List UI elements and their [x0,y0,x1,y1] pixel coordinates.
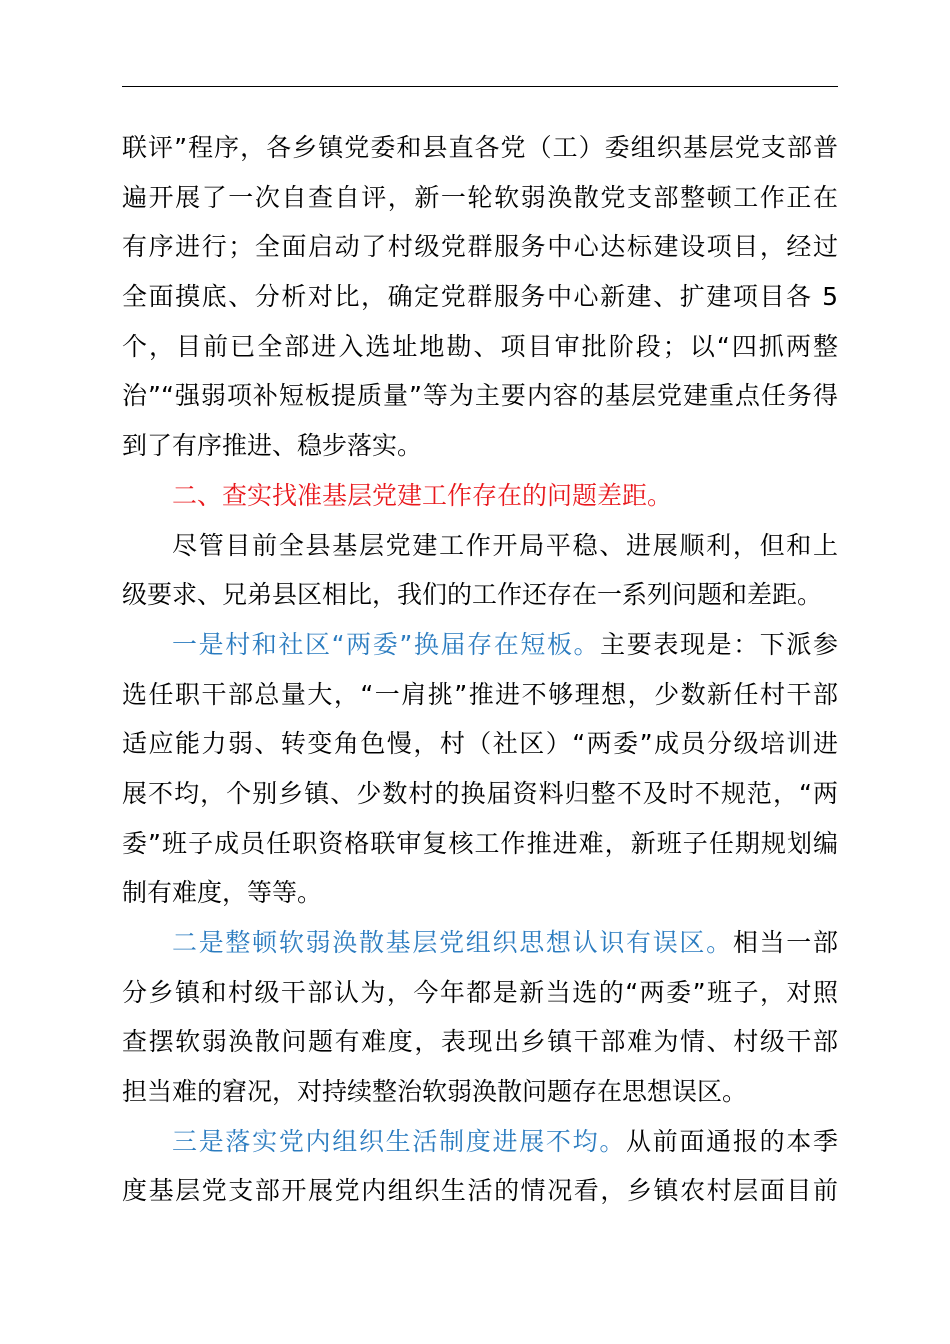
text-line [122,769,838,819]
point-heading: 二是整顿软弱涣散基层党组织思想认识有误区。 [172,928,733,957]
text-line [122,620,838,670]
document-body [122,123,838,1216]
header-rule [122,86,838,87]
text-line [122,570,838,620]
text-line [122,918,838,968]
text-line [122,322,838,372]
body-text: 尽管目前全县基层党建工作开局平稳、进展顺利，但和上 [172,530,838,560]
point-heading: 三是落实党内组织生活制度进展不均。 [172,1126,627,1156]
text-line [122,222,838,272]
body-text: 分乡镇和村级干部认为，今年都是新当选的“两委”班子，对照 [122,977,838,1007]
text-line [122,173,838,223]
text-line [122,819,838,869]
text-line [122,1017,838,1067]
text-line [122,1166,838,1216]
body-text: 治”“强弱项补短板提质量”等为主要内容的基层党建重点任务得 [122,381,838,411]
text-line [122,272,838,322]
body-text: 联评”程序，各乡镇党委和县直各党（工）委组织基层党支部普 [122,133,838,162]
body-text: 到了有序推进、稳步落实。 [122,431,423,461]
body-text: 展不均，个别乡镇、少数村的换届资料归整不及时不规范，“两 [122,778,838,808]
text-line [122,719,838,769]
text-line [122,471,838,521]
body-text: 适应能力弱、转变角色慢，村（社区）“两委”成员分级培训进 [122,729,838,759]
body-text: 度基层党支部开展党内组织生活的情况看，乡镇农村层面目前 [122,1176,838,1206]
body-text: 制有难度，等等。 [122,878,323,908]
body-text: 个，目前已全部进入选址地勘、项目审批阶段；以“四抓两整 [122,331,838,361]
text-line [122,868,838,918]
text-line [122,670,838,720]
text-line [122,1117,838,1167]
point-heading: 一是村和社区“两委”换届存在短板。 [172,629,601,659]
text-line [122,521,838,571]
body-text: 担当难的窘况，对持续整治软弱涣散问题存在思想误区。 [122,1077,748,1107]
text-line [122,968,838,1018]
text-line [122,421,838,471]
body-text: 选任职干部总量大，“一肩挑”推进不够理想，少数新任村干部 [122,679,838,709]
body-text: 全面摸底、分析对比，确定党群服务中心新建、扩建项目各 5 [122,282,838,312]
body-text: 查摆软弱涣散问题有难度，表现出乡镇干部难为情、村级干部 [122,1027,838,1057]
text-line [122,1067,838,1117]
body-text: 主要表现是：下派参 [600,629,838,659]
body-text: 从前面通报的本季 [626,1126,838,1156]
body-text: 级要求、兄弟县区相比，我们的工作还存在一系列问题和差距。 [122,580,823,610]
body-text: 有序进行；全面启动了村级党群服务中心达标建设项目，经过 [122,232,838,262]
body-text: 相当一部 [732,928,838,957]
section-heading: 二、查实找准基层党建工作存在的问题差距。 [172,480,673,510]
body-text: 遍开展了一次自查自评，新一轮软弱涣散党支部整顿工作正在 [122,182,838,212]
text-line [122,123,838,173]
text-line [122,371,838,421]
body-text: 委”班子成员任职资格联审复核工作推进难，新班子任期规划编 [122,828,838,858]
